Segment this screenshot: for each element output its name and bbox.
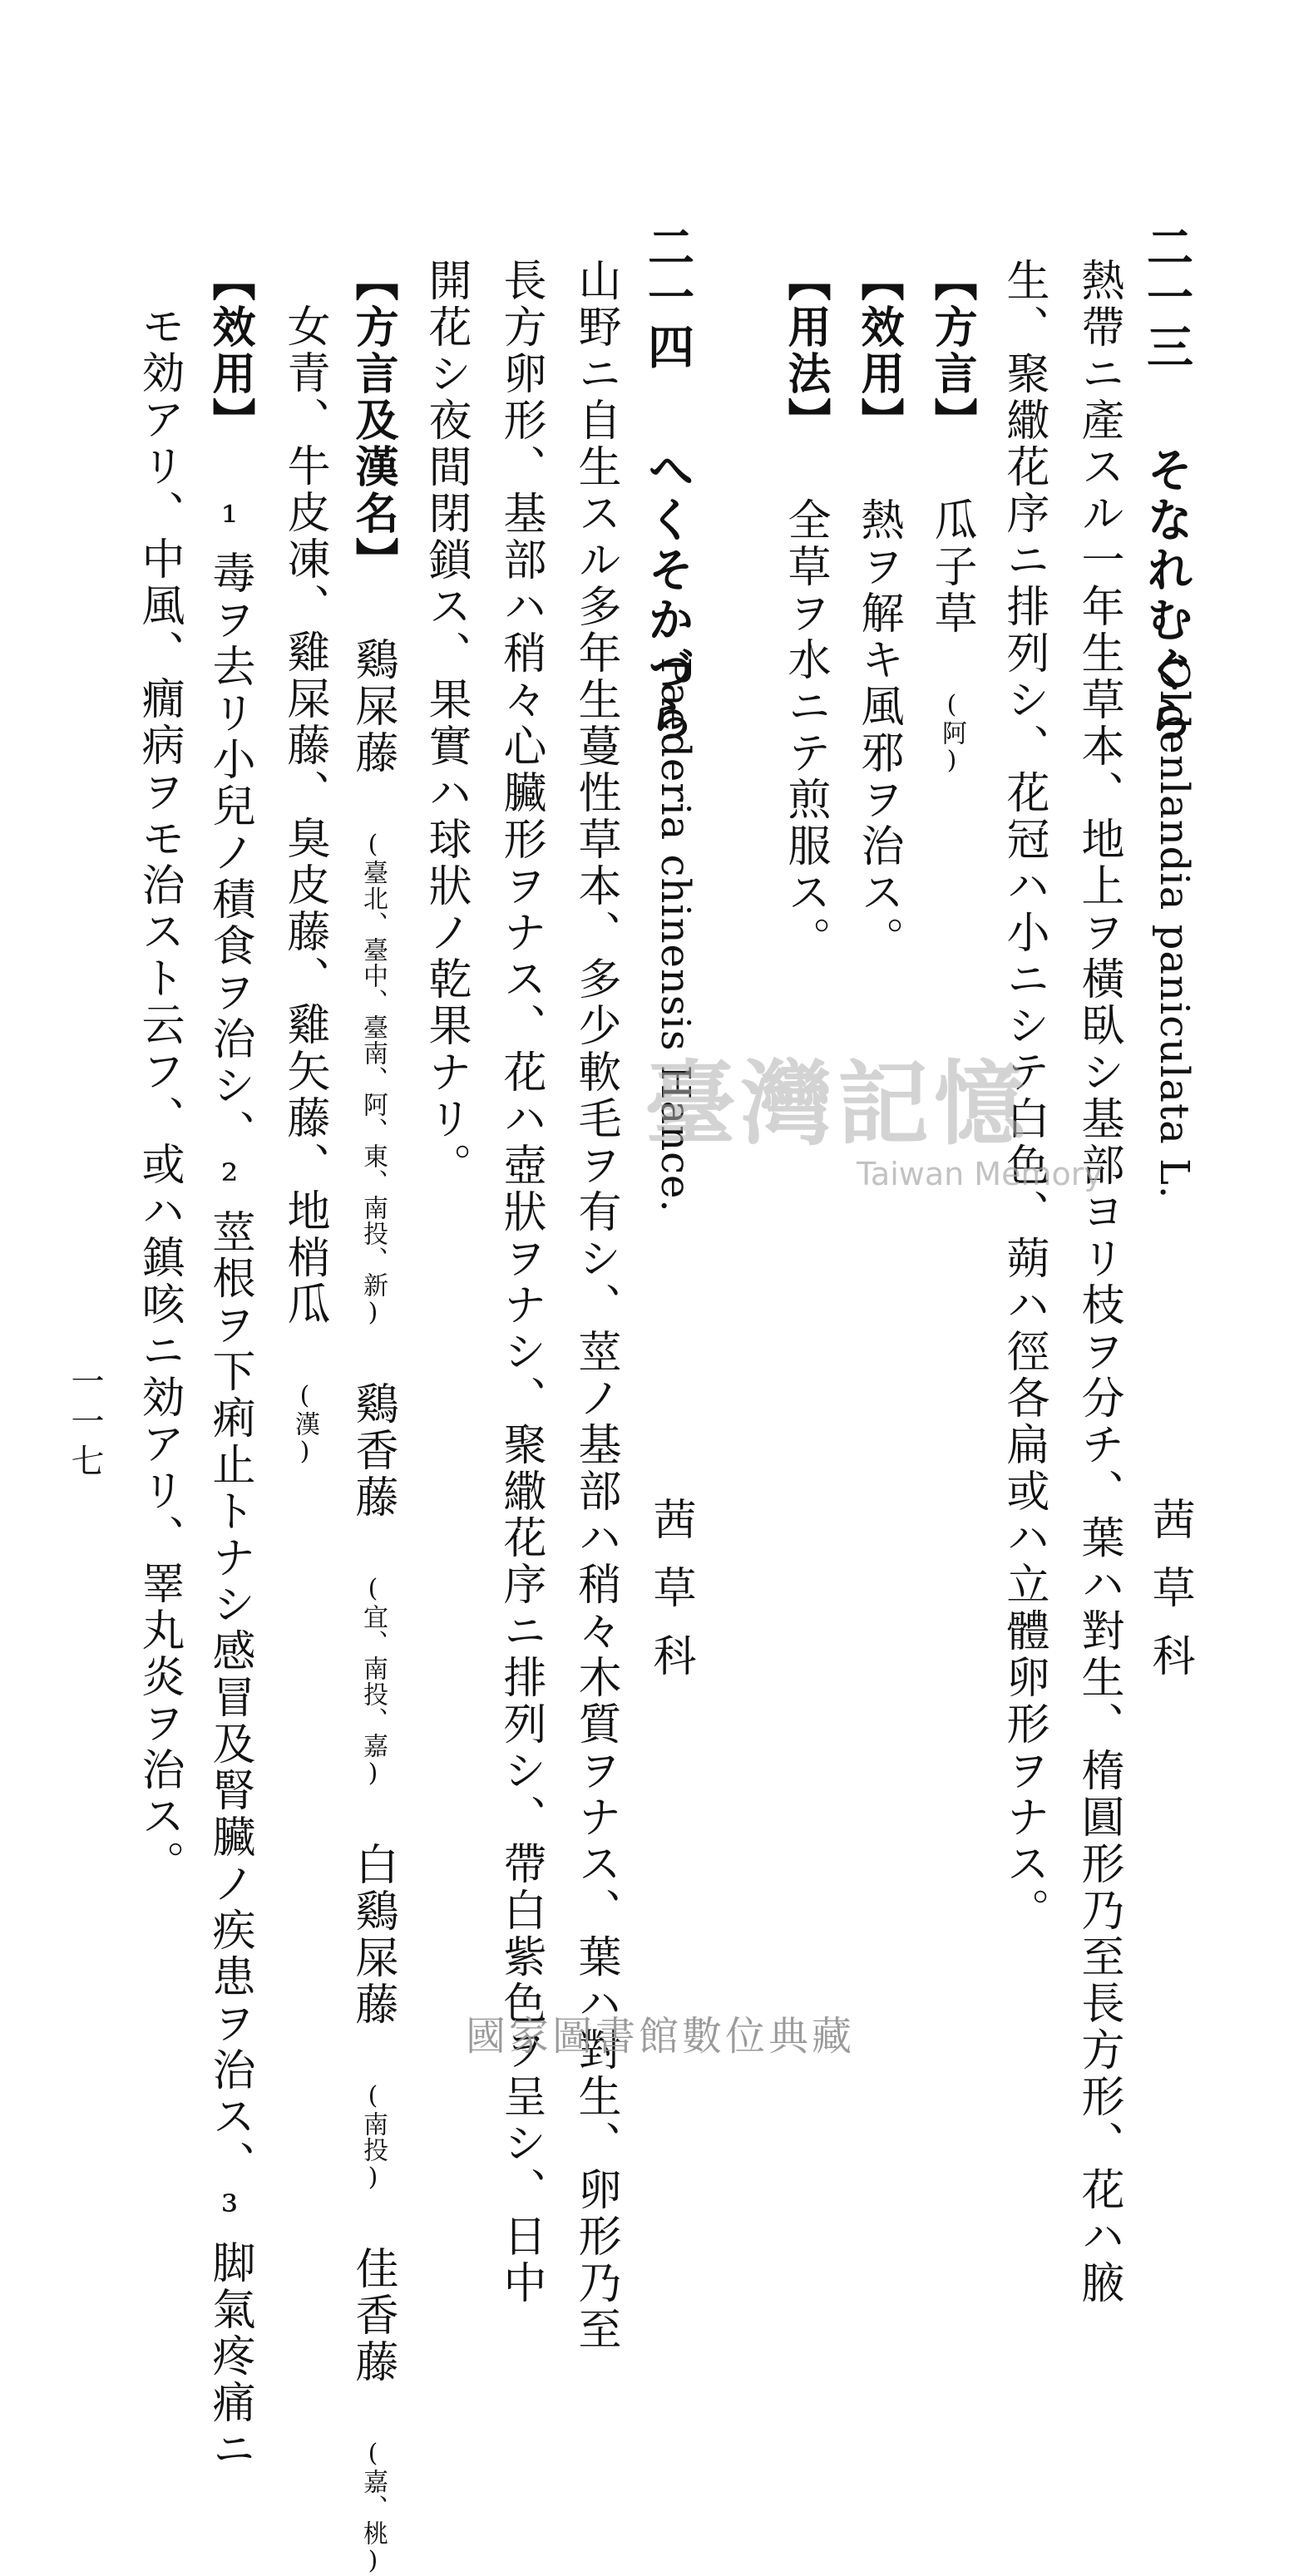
entry-name: そなれむぐら <box>1139 446 1194 745</box>
description-line: 生、聚繖花序ニ排列シ、花冠ハ小ニシテ白色、蒴ハ徑各扁或ハ立體卵形ヲナス。 <box>999 258 1049 1934</box>
entry-latin-name: Paederia chinensis Hance. <box>652 657 699 1213</box>
name-region-note: (南投) <box>358 2081 388 2193</box>
names-row <box>279 303 329 1467</box>
names-label: 【方言及漢名】 <box>348 258 398 584</box>
name-item: 鷄屎藤 <box>348 637 398 777</box>
footer-archive-label: 國家圖書館數位典藏 <box>466 2013 856 2060</box>
watermark-subtitle: Taiwan Memory <box>857 1156 1103 1192</box>
effect-row: モ効アリ、中風、癇病ヲモ治スト云フ、或ハ鎮咳ニ効アリ、睪丸炎ヲ治ス。 <box>134 303 184 1887</box>
watermark-logo: 臺灣記憶 <box>644 1051 1030 1157</box>
usage-text: 全草ヲ水ニテ煎服ス。 <box>780 497 830 963</box>
description-line: 長方卵形、基部ハ稍々心臟形ヲナス、花ハ壺狀ヲナシ、聚繖花序ニ排列シ、帶白紫色ヲ呈シ、日中 <box>496 258 546 2307</box>
description-line: 開花シ夜間閉鎖ス、果實ハ球狀ノ乾果ナリ。 <box>421 258 471 1189</box>
effect-label: 【效用】 <box>853 258 904 444</box>
name-item: 女青、牛皮凍、雞屎藤、臭皮藤、雞矢藤、地梢瓜 <box>279 303 329 1328</box>
usage-row <box>780 258 831 963</box>
entry-number: 二一四 <box>640 223 695 373</box>
page-number: 一一七 <box>66 1364 104 1483</box>
dialect-label: 【方言】 <box>926 258 977 444</box>
dialect-row <box>926 258 977 776</box>
description-line: 山野ニ自生スル多年生蔓性草本、多少軟毛ヲ有シ、莖ノ基部ハ稍々木質ヲナス、葉ハ對生、卵形乃至 <box>570 258 620 2353</box>
name-item: 白鷄屎藤 <box>348 1842 398 2028</box>
effect-text: ¹毒ヲ去リ小兒ノ積食ヲ治シ、²莖根ヲ下痢止トナシ感冒及腎臟ノ疾患ヲ治ス、³脚氣疼痛ニ <box>205 497 254 2473</box>
entry-number: 二一三 <box>1139 223 1194 373</box>
effect-text: 熱ヲ解キ風邪ヲ治ス。 <box>853 497 903 963</box>
effect-row <box>853 258 904 963</box>
family-name: 茜草科 <box>645 1497 695 1701</box>
entry-latin-name: Oldenlandia paniculata L. <box>1151 657 1198 1200</box>
dialect-note: (阿) <box>937 690 966 776</box>
name-region-note: (宜、南投、嘉) <box>358 1574 388 1789</box>
name-region-note: (臺北、臺中、臺南、阿、東、南投、新) <box>358 830 388 1328</box>
name-item: 鷄香藤 <box>348 1381 398 1521</box>
name-item: 佳香藤 <box>348 2246 398 2386</box>
effect-label: 【效用】 <box>205 258 255 444</box>
family-name: 茜草科 <box>1144 1497 1194 1701</box>
description-line: 熱帶ニ產スル一年生草本、地上ヲ橫臥シ基部ヨリ枝ヲ分チ、葉ハ對生、楕圓形乃至長方形、花ハ腋 <box>1074 258 1124 2307</box>
name-region-note: (嘉、桃) <box>358 2439 388 2576</box>
names-row <box>348 258 398 2576</box>
usage-label: 【用法】 <box>780 258 831 444</box>
name-region-note: (漢) <box>290 1381 319 1467</box>
entry-name: へくそかづら <box>640 446 695 745</box>
effect-row <box>205 258 255 2473</box>
dialect-text: 瓜子草 <box>926 497 976 637</box>
